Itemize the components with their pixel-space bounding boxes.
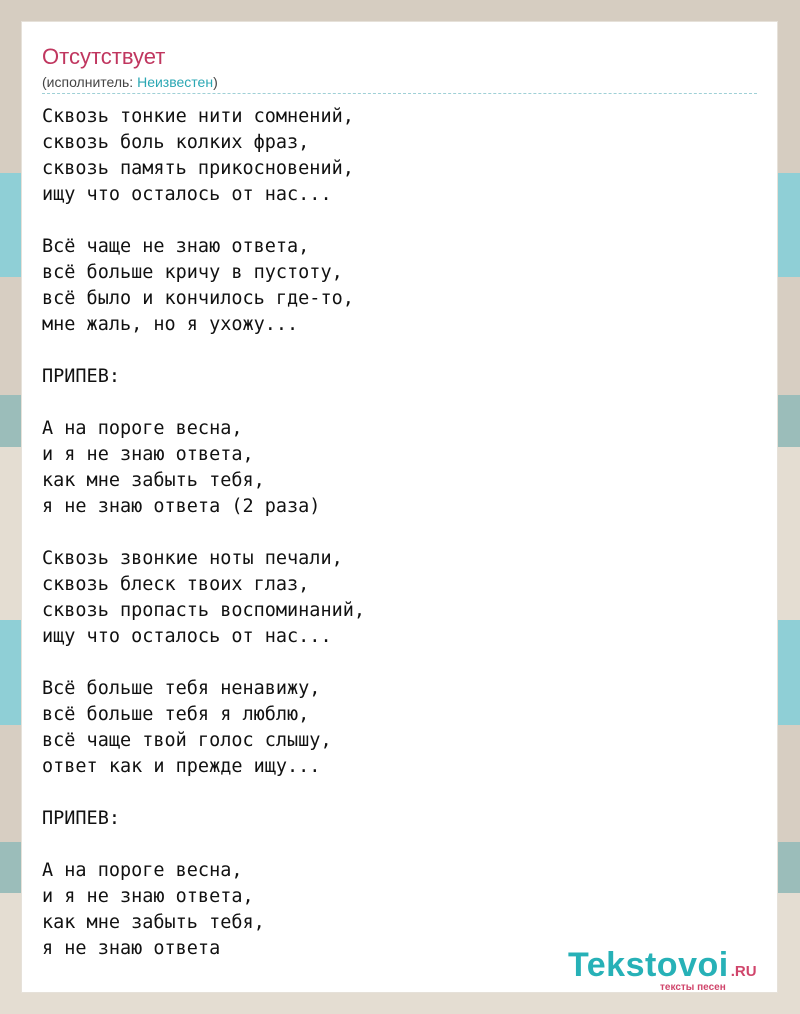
logo-tagline: тексты песен	[660, 982, 726, 993]
title-divider	[42, 93, 757, 94]
logo-tld: .RU	[730, 963, 757, 980]
lyrics-card	[22, 22, 777, 992]
performer-line	[42, 73, 218, 91]
song-title: Отсутствует	[42, 44, 166, 69]
performer-suffix: )	[213, 74, 218, 90]
performer-link[interactable]: Неизвестен	[137, 74, 214, 90]
logo-brand: Tekstovoi	[568, 946, 729, 984]
lyrics-text: Сквозь тонкие нити сомнений, сквозь боль колких фраз, сквозь память прикосновений, ищу что осталось от нас... Всё чаще не знаю ответа, всё больше кричу в пустоту, всё было и кончилось где-то, мне жаль, но я ухожу... ПРИПЕВ: А на пороге весна, и я не знаю ответа, как мне забыть тебя, я не знаю ответа (2 раза) Сквозь звонкие ноты печали, сквозь блеск твоих глаз, сквозь пропасть воспоминаний, ищу что осталось от нас... Всё больше тебя ненавижу, всё больше тебя я люблю, всё чаще твой голос слышу, ответ как и прежде ищу... ПРИПЕВ: А на пороге весна, и я не знаю ответа, как мне забыть тебя, я не знаю ответа	[42, 106, 366, 959]
performer-prefix: (исполнитель:	[42, 74, 138, 90]
site-logo[interactable]	[568, 946, 757, 993]
